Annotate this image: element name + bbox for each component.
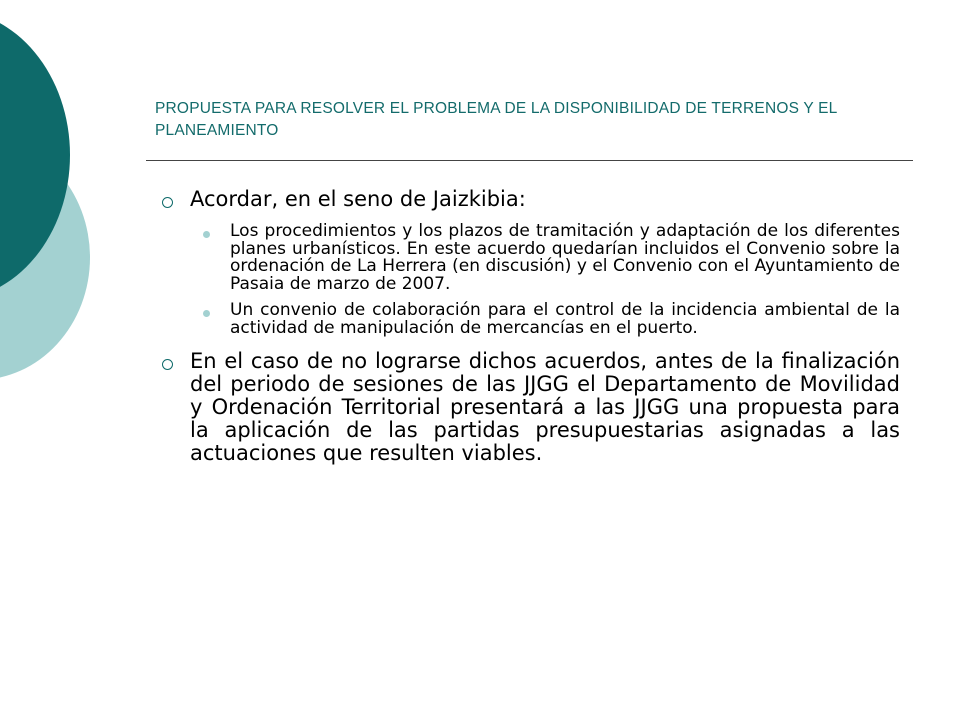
bullet-item — [160, 188, 900, 211]
title-divider — [146, 160, 913, 161]
slide-body — [160, 188, 900, 465]
hollow-circle-bullet-icon — [162, 359, 173, 370]
bullet-item — [160, 350, 900, 465]
sub-bullet-item — [160, 223, 900, 293]
dot-bullet-icon — [203, 231, 210, 238]
dot-bullet-icon — [203, 310, 210, 317]
bullet-text: Acordar, en el seno de Jaizkibia: — [190, 187, 526, 211]
bullet-text: En el caso de no lograrse dichos acuerdos, antes de la finalización del periodo de sesiones de las JJGG el Departamento de Movilidad y Ordenación Territorial presentará a las JJGG una propuesta para la aplicación de las partidas presupuestarias asignadas a las actuaciones que resulten viables. — [190, 349, 900, 465]
slide-title: PROPUESTA PARA RESOLVER EL PROBLEMA DE LA DISPONIBILIDAD DE TERRENOS Y EL PLANEAMIENTO — [155, 100, 837, 139]
sub-bullet-item — [160, 302, 900, 337]
hollow-circle-bullet-icon — [162, 197, 173, 208]
sub-bullet-text: Un convenio de colaboración para el control de la incidencia ambiental de la actividad de manipulación de mercancías en el puerto. — [230, 300, 900, 338]
sub-bullet-text: Los procedimientos y los plazos de tramitación y adaptación de los diferentes planes urbanísticos. En este acuerdo quedarían incluidos el Convenio sobre la ordenación de La Herrera (en discusión) y el Convenio con el Ayuntamiento de Pasaia de marzo de 2007. — [230, 221, 900, 294]
